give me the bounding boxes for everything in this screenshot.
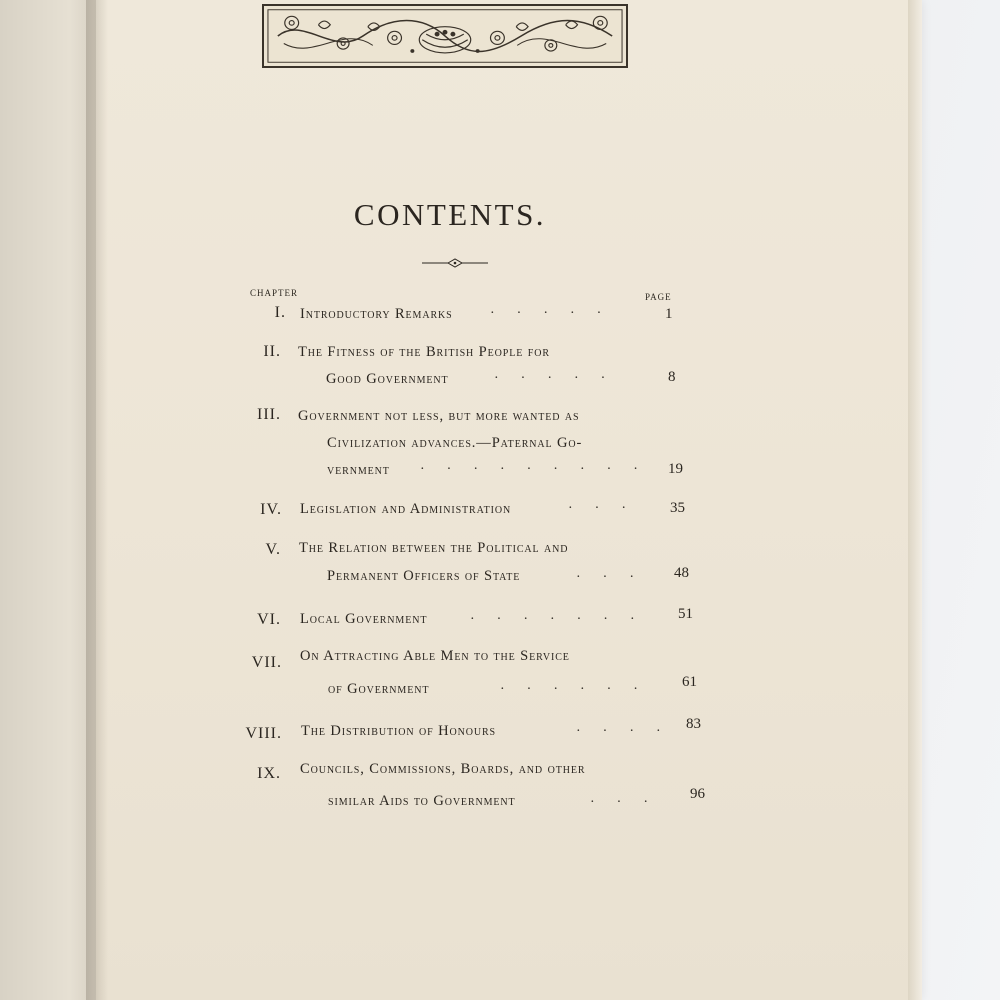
page-title: CONTENTS. — [353, 197, 547, 232]
chapter-title-line: Government not less, but more wanted as — [298, 408, 580, 424]
dot-leader: ··· — [576, 570, 656, 585]
chapter-page-number: 35 — [670, 500, 685, 516]
chapter-column-header: CHAPTER — [250, 288, 299, 298]
dot-leader: ······ — [500, 682, 660, 697]
chapter-numeral: VI. — [257, 611, 281, 628]
chapter-numeral: VIII. — [245, 725, 282, 742]
chapter-title-line: Local Government — [300, 611, 428, 627]
chapter-page-number: 19 — [668, 461, 683, 477]
chapter-page-number: 48 — [674, 565, 689, 581]
dot-leader: ···· — [576, 724, 683, 739]
chapter-numeral: VII. — [251, 654, 282, 671]
chapter-title-line: Introductory Remarks — [300, 306, 453, 322]
chapter-numeral: II. — [263, 343, 281, 360]
dot-leader: ····· — [494, 371, 628, 386]
chapter-title-line: The Fitness of the British People for — [298, 344, 550, 360]
chapter-title-line: The Relation between the Political and — [299, 540, 569, 556]
chapter-numeral: V. — [265, 541, 281, 558]
dot-leader: ··· — [590, 795, 670, 810]
chapter-title-line: On Attracting Able Men to the Service — [300, 648, 570, 664]
chapter-numeral: IV. — [260, 501, 282, 518]
dot-leader: ····· — [490, 306, 624, 321]
page-column-header: PAGE — [645, 292, 672, 302]
chapter-page-number: 51 — [678, 606, 693, 622]
dot-leader: ········· — [420, 462, 660, 477]
chapter-page-number: 61 — [682, 674, 697, 690]
chapter-title-line: vernment — [327, 462, 390, 478]
chapter-title-line: Councils, Commissions, Boards, and other — [300, 761, 586, 777]
chapter-numeral: III. — [257, 406, 281, 423]
chapter-title-line: Legislation and Administration — [300, 501, 512, 517]
chapter-title-line: similar Aids to Government — [328, 793, 516, 809]
chapter-title-line: The Distribution of Honours — [301, 723, 496, 739]
chapter-numeral: IX. — [257, 765, 281, 782]
dot-leader: ··· — [568, 501, 648, 516]
chapter-numeral: I. — [274, 304, 286, 321]
chapter-page-number: 8 — [668, 369, 676, 385]
chapter-title-line: Good Government — [326, 371, 449, 387]
chapter-page-number: 96 — [690, 786, 705, 802]
chapter-title-line: of Government — [328, 681, 430, 697]
chapter-page-number: 83 — [686, 716, 701, 732]
chapter-page-number: 1 — [665, 306, 673, 322]
chapter-title-line: Civilization advances.—Paternal Go- — [327, 435, 583, 451]
chapter-title-line: Permanent Officers of State — [327, 568, 521, 584]
dot-leader: ······· — [470, 612, 657, 627]
